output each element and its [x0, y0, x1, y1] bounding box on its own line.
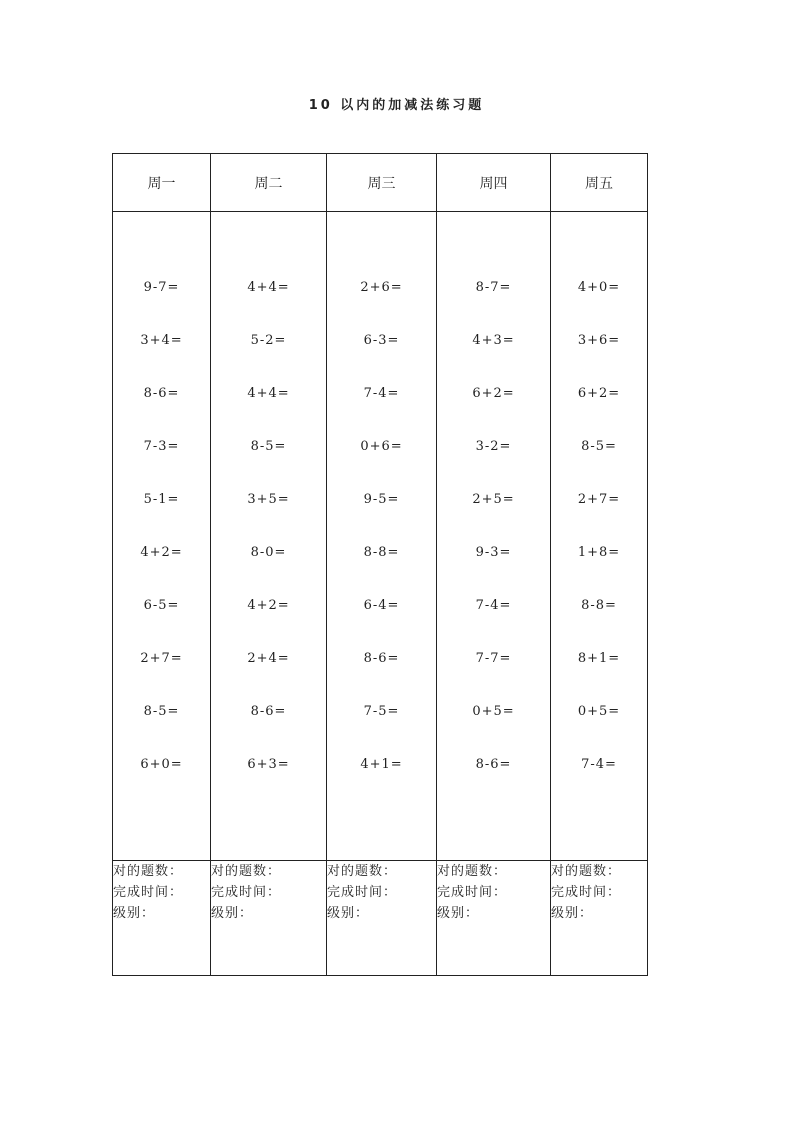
problem-item: 8-6= [475, 757, 512, 772]
page-title: 10 以内的加减法练习题 [308, 98, 485, 113]
problem-item: 9-3= [475, 545, 512, 560]
problem-item: 4+4= [247, 386, 290, 401]
problems-cell-tue [211, 212, 327, 861]
correct-count-label: 对的题数： [437, 864, 508, 879]
problem-item: 4+3= [472, 333, 515, 348]
problem-item: 4+1= [360, 757, 403, 772]
problem-item: 2+6= [360, 280, 403, 295]
problem-item: 6+2= [577, 386, 621, 401]
level-label: 级别： [113, 906, 156, 921]
problem-item: 2+4= [247, 651, 290, 666]
day-header-tue: 周二 [211, 154, 327, 212]
problem-item: 0+5= [577, 704, 621, 719]
worksheet-table [112, 153, 648, 976]
problem-item: 4+4= [247, 280, 290, 295]
problems-cell-thu [437, 212, 551, 861]
problem-item: 6+3= [247, 757, 290, 772]
problem-item: 9-7= [143, 280, 180, 295]
problem-item: 6-5= [143, 598, 180, 613]
problem-list [327, 212, 436, 808]
footer-cell-mon [113, 861, 211, 976]
problem-item: 2+7= [577, 492, 621, 507]
problems-cell-fri [551, 212, 648, 861]
problem-item: 7-5= [363, 704, 400, 719]
day-header-mon: 周一 [113, 154, 211, 212]
footer-cell-wed [327, 861, 437, 976]
day-header-wed: 周三 [327, 154, 437, 212]
problem-item: 7-4= [475, 598, 512, 613]
problem-item: 8+1= [577, 651, 621, 666]
problem-item: 8-6= [143, 386, 180, 401]
problem-item: 8-0= [250, 545, 287, 560]
problems-cell-mon [113, 212, 211, 861]
day-header-thu: 周四 [437, 154, 551, 212]
problem-item: 5-1= [143, 492, 180, 507]
problem-item: 3+4= [140, 333, 183, 348]
problem-item: 4+2= [247, 598, 290, 613]
problem-item: 9-5= [363, 492, 400, 507]
correct-count-label: 对的题数： [113, 864, 184, 879]
problem-item: 6-3= [363, 333, 400, 348]
completion-time-label: 完成时间： [551, 885, 622, 900]
completion-time-label: 完成时间： [327, 885, 398, 900]
problem-item: 8-5= [581, 439, 617, 454]
completion-time-label: 完成时间： [113, 885, 184, 900]
problem-item: 0+6= [360, 439, 403, 454]
problem-list [113, 212, 210, 808]
problem-item: 6+2= [472, 386, 515, 401]
level-label: 级别： [551, 906, 594, 921]
problems-cell-wed [327, 212, 437, 861]
problem-list [437, 212, 550, 808]
level-label: 级别： [437, 906, 480, 921]
problem-item: 1+8= [577, 545, 621, 560]
problems-row [113, 212, 648, 861]
problem-item: 2+5= [472, 492, 515, 507]
completion-time-label: 完成时间： [437, 885, 508, 900]
problem-item: 3+5= [247, 492, 290, 507]
problem-list [211, 212, 326, 808]
problem-item: 7-4= [363, 386, 400, 401]
problem-item: 4+0= [577, 280, 621, 295]
problem-item: 0+5= [472, 704, 515, 719]
problem-item: 8-8= [581, 598, 617, 613]
problem-item: 8-6= [363, 651, 400, 666]
problem-item: 8-5= [250, 439, 287, 454]
footer-cell-thu [437, 861, 551, 976]
problem-item: 8-7= [475, 280, 512, 295]
problem-item: 2+7= [140, 651, 183, 666]
problem-item: 7-4= [581, 757, 617, 772]
problem-item: 4+2= [140, 545, 183, 560]
problem-item: 7-7= [475, 651, 512, 666]
footer-row [113, 861, 648, 976]
problem-item: 3-2= [475, 439, 512, 454]
problem-item: 6-4= [363, 598, 400, 613]
problem-item: 7-3= [143, 439, 180, 454]
level-label: 级别： [211, 906, 254, 921]
problem-list [551, 212, 647, 808]
problem-item: 8-6= [250, 704, 287, 719]
completion-time-label: 完成时间： [211, 885, 282, 900]
header-row [113, 154, 648, 212]
footer-cell-tue [211, 861, 327, 976]
level-label: 级别： [327, 906, 370, 921]
correct-count-label: 对的题数： [211, 864, 282, 879]
correct-count-label: 对的题数： [551, 864, 622, 879]
problem-item: 3+6= [577, 333, 621, 348]
problem-item: 5-2= [250, 333, 287, 348]
correct-count-label: 对的题数： [327, 864, 398, 879]
problem-item: 8-5= [143, 704, 180, 719]
day-header-fri: 周五 [551, 154, 648, 212]
problem-item: 8-8= [363, 545, 400, 560]
footer-cell-fri [551, 861, 648, 976]
problem-item: 6+0= [140, 757, 183, 772]
